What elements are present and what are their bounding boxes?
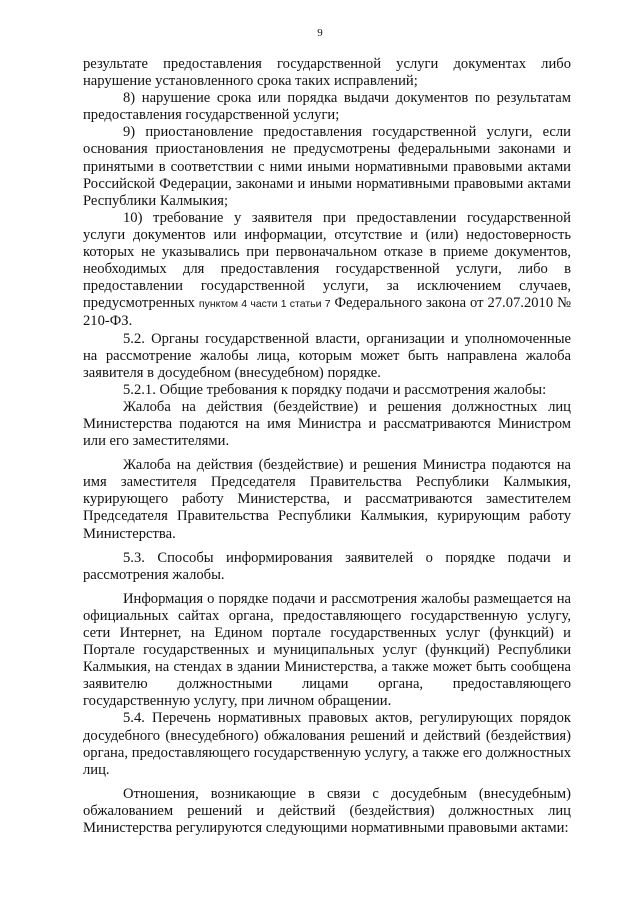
paragraph-item-8: 8) нарушение срока или порядка выдачи документов по результатам предоставления государственной услуги; [83, 90, 571, 124]
paragraph-complaint-minister: Жалоба на действия (бездействие) и решения Министра подаются на имя заместителя Председателя Правительства Республики Калмыкия, курирующего работу Министерства, и рассматриваются заместителем Председателя Правительства Республики Калмыкия, курирующим работу Министерства. [83, 457, 571, 542]
paragraph-relations: Отношения, возникающие в связи с досудебным (внесудебным) обжалованием решений и действий (бездействия) должностных лиц Министерства регулируются следующими нормативными правовыми актами: [83, 785, 571, 837]
paragraph-complaint-officials: Жалоба на действия (бездействие) и решения должностных лиц Министерства подаются на имя Министра и рассматриваются Министром или его заместителями. [83, 398, 571, 450]
document-body [83, 56, 571, 837]
paragraph-item-9: 9) приостановление предоставления государственной услуги, если основания приостановления не предусмотрены федеральными законами и принятыми в соответствии с ними иными нормативными правовыми актами Российской Федерации, законами и иными нормативными правовыми актами Республики Калмыкия; [83, 124, 571, 209]
paragraph-item-10-tail: Федерального закона от 27.07.2010 № 210-ФЗ. [83, 295, 571, 330]
paragraph-information: Информация о порядке подачи и рассмотрения жалобы размещается на официальных сайтах органа, предоставляющего государственную услугу, сети Интернет, на Едином портале государственных услуг (функций) и Портале государственных и муниципальных услуг (функций) Республики Калмыкия, на стендах в здании Министерства, а также может быть сообщена заявителю должностными лицами органа, предоставляющего государственную услугу, при личном обращении. [83, 590, 571, 710]
paragraph-continuation: результате предоставления государственной услуги документах либо нарушение установленного срока таких исправлений; [83, 56, 571, 90]
law-reference-link: пунктом 4 части 1 статьи 7 [198, 298, 331, 311]
paragraph-5-2: 5.2. Органы государственной власти, организации и уполномоченные на рассмотрение жалобы лица, которым может быть направлена жалоба заявителя в досудебном (внесудебном) порядке. [83, 330, 571, 381]
page-number: 9 [317, 27, 323, 39]
paragraph-item-10 [83, 210, 571, 331]
paragraph-5-3: 5.3. Способы информирования заявителей о порядке подачи и рассмотрения жалобы. [83, 549, 571, 583]
paragraph-5-4: 5.4. Перечень нормативных правовых актов, регулирующих порядок досудебного (внесудебного) обжалования решений и действий (бездействия) органа, предоставляющего государственную услугу, а также его должностных лиц. [83, 710, 571, 778]
paragraph-item-10-text: 10) требование у заявителя при предоставлении государственной услуги документов или информации, отсутствие и (или) недостоверность которых не указывались при первоначальном отказе в приеме документов, необходимых для предоставления государственной услуги, либо в предоставлении государственной услуги, за исключением случаев, предусмотренных [83, 209, 571, 312]
paragraph-5-2-1: 5.2.1. Общие требования к порядку подачи и рассмотрения жалобы: [123, 381, 547, 398]
